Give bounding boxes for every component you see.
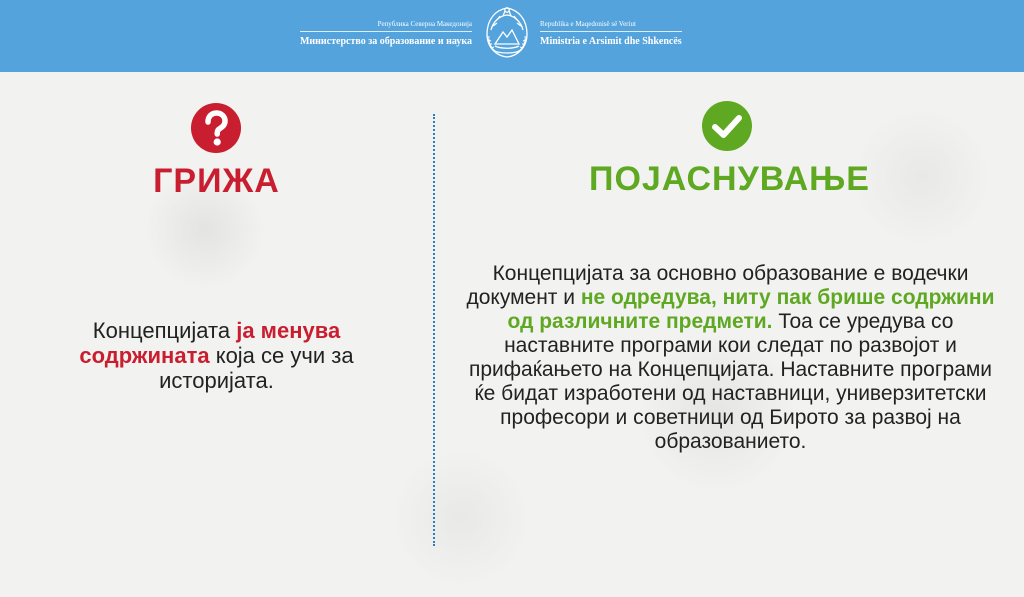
concern-title: ГРИЖА <box>153 162 280 200</box>
clarification-text <box>465 262 996 454</box>
clarification-text-part-2: Тоа се уредува со наставните програми кои следат по развојот и прифаќањето на Концепцијата. Наставните програми ќе бидат изработени од наставници, универзитетски професори и советници од Бирото за развој на образованието. <box>468 310 993 453</box>
clarification-title: ПОЈАСНУВАЊЕ <box>589 160 870 198</box>
coat-of-arms-icon <box>481 4 533 60</box>
ministry-title-sq: Ministria e Arsimit dhe Shkencës <box>540 36 682 47</box>
concern-text-part-1: Концепцијата <box>92 318 237 343</box>
clarification-text-highlight: не одредува, ниту пак брише содржини од различните предмети. <box>507 286 995 333</box>
ministry-name-sq <box>540 20 682 47</box>
concern-text <box>30 318 403 393</box>
question-mark-icon <box>190 102 242 154</box>
ministry-title-mk: Министерство за образование и наука <box>299 36 472 47</box>
clarification-text-part-1: Концепцијата за основно образование е водечки документ и <box>466 262 969 309</box>
country-name-sq: Republika e Maqedonisë së Veriut <box>540 20 682 32</box>
concern-text-part-2: која се учи за историјата. <box>159 343 354 393</box>
concern-text-highlight: ја менува содржината <box>79 318 341 368</box>
ministry-name-mk <box>300 20 472 47</box>
checkmark-icon <box>701 100 753 152</box>
country-name-mk: Република Северна Македонија <box>300 20 472 32</box>
header-bar <box>0 0 1024 72</box>
